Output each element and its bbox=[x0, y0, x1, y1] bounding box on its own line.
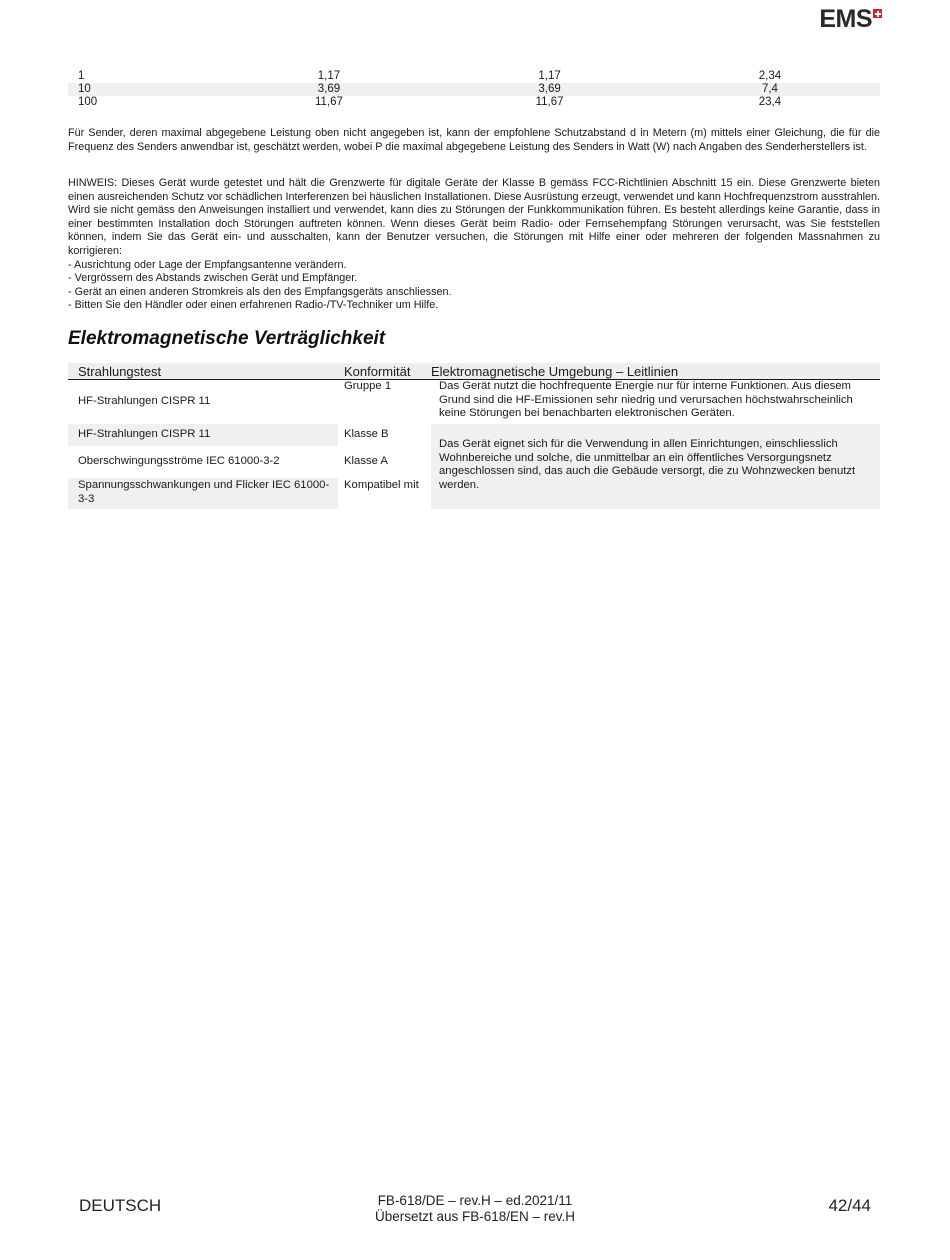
conformity-cell: Klasse B bbox=[344, 428, 389, 441]
footer-document-ref bbox=[300, 1193, 650, 1225]
distance-cell: 23,4 bbox=[758, 96, 782, 108]
environment-cell: Das Gerät nutzt die hochfrequente Energie nur für interne Funktionen. Aus diesem Grund sind die HF-Emissionen sehr niedrig und verursachen höchstwahrscheinlich keine Störungen bei benachbarten elektronischen Geräten. bbox=[439, 380, 853, 419]
table-row bbox=[68, 380, 880, 425]
paragraph-text: Für Sender, deren maximal abgegebene Leistung oben nicht angegeben ist, kann der empfohlene Schutzabstand d in Metern (m) mittels einer Gleichung, die für die Frequenz des Senders anwendbar ist, geschätzt werden, wobei P die maximal abgegebene Leistung des Senders in Watt (W) nach Angaben des Senderherstellers ist. bbox=[68, 127, 880, 153]
footer-doc-line: FB-618/DE – rev.H – ed.2021/11 bbox=[377, 1193, 573, 1208]
footer-page-number: 42/44 bbox=[828, 1196, 871, 1215]
conformity-cell: Gruppe 1 bbox=[344, 380, 392, 392]
list-item: - Bitten Sie den Händler oder einen erfahrenen Radio-/TV-Techniker um Hilfe. bbox=[68, 299, 439, 312]
table-row bbox=[68, 424, 880, 446]
list-item: - Ausrichtung oder Lage der Empfangsantenne verändern. bbox=[68, 258, 347, 271]
section-title: Elektromagnetische Verträglichkeit bbox=[68, 328, 386, 349]
list-item: - Gerät an einen anderen Stromkreis als den des Empfangsgeräts anschliessen. bbox=[68, 285, 452, 298]
distance-cell: 11,67 bbox=[535, 96, 564, 108]
distance-cell: 2,34 bbox=[758, 70, 782, 82]
footer-language: DEUTSCH bbox=[79, 1196, 162, 1215]
table-header-row bbox=[68, 363, 880, 380]
distance-cell: 7,4 bbox=[761, 83, 778, 95]
conformity-cell: Klasse A bbox=[344, 455, 388, 468]
paragraph-text: HINWEIS: Dieses Gerät wurde getestet und hält die Grenzwerte für digitale Geräte der Klasse B gemäss FCC-Richtlinien Abschnitt 15 ein. Diese Grenzwerte bieten einen ausreichenden Schutz vor schädlichen Interferenzen bei häuslichen Installationen. Diese Ausrüstung erzeugt, verwendet und kann Hochfrequenzstrom ausstrahlen. Wird sie nicht gemäss den Anweisungen installiert und verwendet, kann dies zu Störungen der Funkkommunikation führen. Es besteht allerdings keine Garantie, dass in einer bestimmten Installation doch Störungen auftreten können. Wenn dieses Gerät beim Radio- oder Fernsehempfang Störungen verursacht, was Sie feststellen können, indem Sie das Gerät ein- und ausschalten, kann der Benutzer versuchen, die Störungen mit Hilfe einer oder mehreren der folgenden Massnahmen zu korrigieren: bbox=[68, 177, 880, 257]
swiss-flag-icon bbox=[873, 9, 882, 18]
distance-cell: 1,17 bbox=[538, 70, 561, 82]
test-cell: HF-Strahlungen CISPR 11 bbox=[68, 424, 338, 446]
power-cell: 100 bbox=[78, 96, 98, 108]
logo-text: EMS bbox=[819, 5, 872, 33]
header-emission-test: Strahlungstest bbox=[68, 363, 338, 380]
separation-distance-paragraph bbox=[68, 127, 880, 154]
header-conformity: Konformität bbox=[338, 363, 425, 380]
ems-logo bbox=[819, 6, 882, 32]
power-cell: 10 bbox=[68, 83, 219, 96]
list-item: - Vergrössern des Abstands zwischen Gerät und Empfänger. bbox=[68, 272, 358, 285]
power-cell: 1 bbox=[78, 70, 85, 82]
table-row bbox=[68, 83, 880, 96]
table-row bbox=[68, 70, 880, 83]
distance-cell: 3,69 bbox=[439, 83, 660, 96]
test-cell: Oberschwingungsströme IEC 61000-3-2 bbox=[78, 455, 280, 468]
distance-cell: 1,17 bbox=[317, 70, 341, 82]
emc-table bbox=[68, 363, 880, 509]
fcc-notice-paragraph bbox=[68, 177, 880, 313]
test-cell: HF-Strahlungen CISPR 11 bbox=[78, 395, 211, 408]
conformity-cell: Kompatibel mit bbox=[344, 479, 419, 491]
table-row bbox=[68, 96, 880, 109]
header-environment: Elektromagnetische Umgebung – Leitlinien bbox=[425, 363, 880, 380]
distance-cell: 11,67 bbox=[314, 96, 343, 108]
distance-cell: 3,69 bbox=[317, 83, 341, 95]
environment-cell: Das Gerät eignet sich für die Verwendung in allen Einrichtungen, einschliesslich Wohnbereiche und solche, die unmittelbar an ein öffentliches Versorgungsnetz angeschlossen sind, das auch die Gebäude versorgt, die zu Wohnzwecken benutzt werden. bbox=[431, 424, 880, 509]
footer-doc-line: Übersetzt aus FB-618/EN – rev.H bbox=[374, 1209, 576, 1224]
test-cell: Spannungsschwankungen und Flicker IEC 61000-3-3 bbox=[68, 478, 338, 509]
distance-table bbox=[68, 70, 880, 109]
